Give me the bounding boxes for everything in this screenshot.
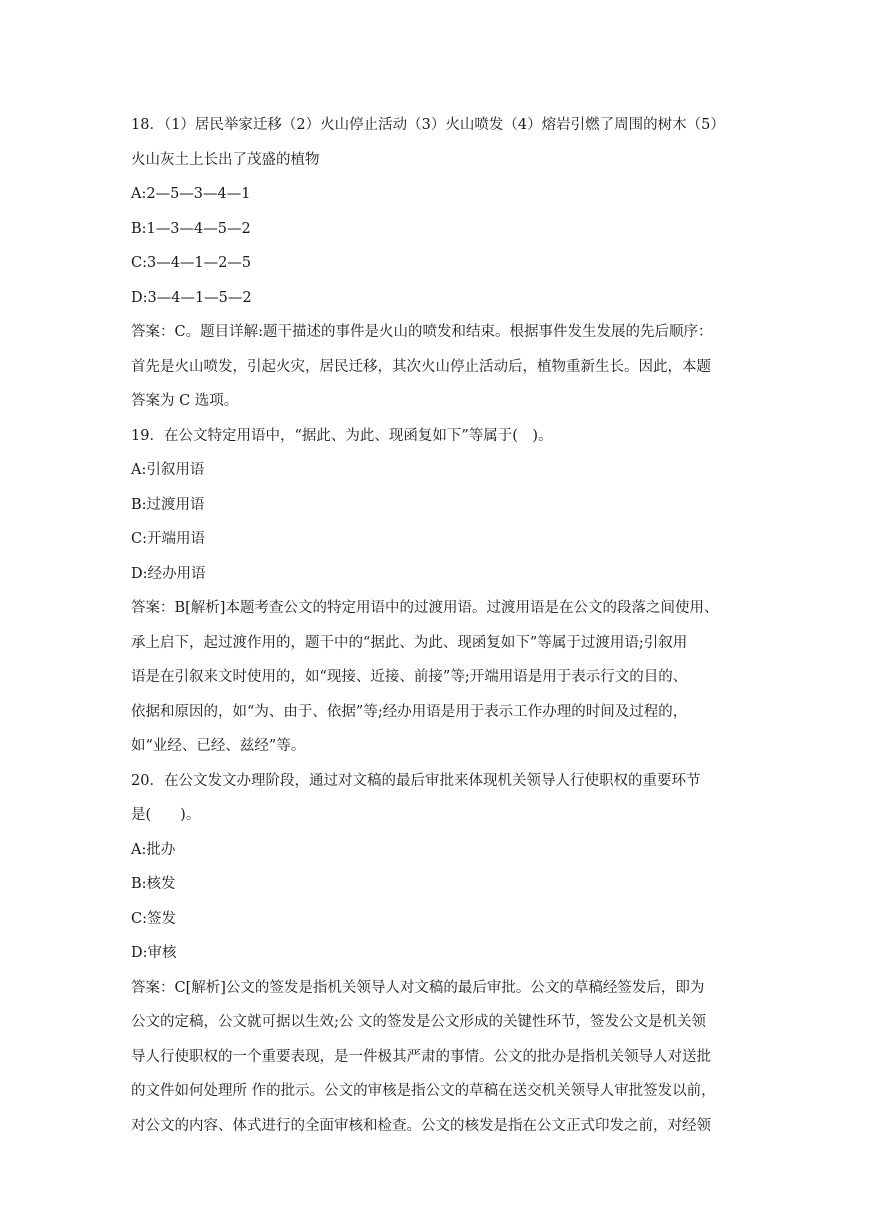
question-20-option-c: C:签发 xyxy=(131,910,176,927)
question-19-answer-line-2: 承上启下，起过渡作用的，题干中的“据此、为此、现函复如下”等属于过渡用语;引叙用 xyxy=(131,634,688,651)
question-20-stem-line-2: 是( )。 xyxy=(131,807,201,823)
question-18-answer-line-1: 答案：C。题目详解:题干描述的事件是火山的喷发和结束。根据事件发生发展的先后顺序： xyxy=(131,324,713,340)
question-19-stem: 19．在公文特定用语中，“据此、为此、现函复如下”等属于( )。 xyxy=(131,427,553,444)
question-18-answer-line-2: 首先是火山喷发，引起火灾，居民迁移，其次火山停止活动后，植物重新生长。因此，本题 xyxy=(131,358,711,375)
question-18-stem-line-2: 火山灰土上长出了茂盛的植物 xyxy=(131,151,320,168)
question-19-option-d: D:经办用语 xyxy=(131,565,206,582)
question-18-stem-line-1: 18．（1）居民举家迁移（2）火山停止活动（3）火山喷发（4）熔岩引燃了周围的树木（5） xyxy=(131,117,725,133)
question-20-option-d: D:审核 xyxy=(131,945,177,961)
question-20-option-b: B:核发 xyxy=(131,876,176,892)
document-body xyxy=(131,108,741,1143)
question-18-option-c: C:3—4—1—2—5 xyxy=(131,255,252,271)
question-20-answer-line-5: 对公文的内容、体式进行的全面审核和检查。公文的核发是指在公文正式印发之前，对经领 xyxy=(131,1117,711,1134)
question-19-option-b: B:过渡用语 xyxy=(131,496,205,513)
question-19-answer-line-5: 如“业经、已经、兹经”等。 xyxy=(131,738,306,754)
question-19-answer-line-4: 依据和原因的，如“为、由于、依据”等;经办用语是用于表示工作办理的时间及过程的， xyxy=(131,703,688,720)
question-19-answer-line-1: 答案：B[解析]本题考查公文的特定用语中的过渡用语。过渡用语是在公文的段落之间使用、 xyxy=(131,600,719,616)
question-18-answer-line-3: 答案为 C 选项。 xyxy=(131,393,239,409)
question-20-answer-line-4: 的文件如何处理所 作的批示。公文的审核是指公文的草稿在送交机关领导人审批签发以前， xyxy=(131,1083,716,1099)
question-19-option-a: A:引叙用语 xyxy=(131,462,205,478)
question-20-answer-line-3: 导人行使职权的一个重要表现，是一件极其严肃的事情。公文的批办是指机关领导人对送批 xyxy=(131,1048,711,1065)
question-20-answer-line-1: 答案：C[解析]公文的签发是指机关领导人对文稿的最后审批。公文的草稿经签发后，即为 xyxy=(131,979,705,996)
question-18-option-d: D:3—4—1—5—2 xyxy=(131,289,252,306)
question-18-option-a: A:2—5—3—4—1 xyxy=(131,186,251,202)
question-20-option-a: A:批办 xyxy=(131,841,176,858)
question-18-option-b: B:1—3—4—5—2 xyxy=(131,220,251,237)
question-20-answer-line-2: 公文的定稿，公文就可据以生效;公 文的签发是公文形成的关键性环节，签发公文是机关领 xyxy=(131,1014,706,1030)
question-19-option-c: C:开端用语 xyxy=(131,531,205,547)
question-20-stem-line-1: 20．在公文发文办理阶段，通过对文稿的最后审批来体现机关领导人行使职权的重要环节 xyxy=(131,772,701,789)
question-19-answer-line-3: 语是在引叙来文时使用的，如“现接、近接、前接”等;开端用语是用于表示行文的目的、 xyxy=(131,669,688,685)
